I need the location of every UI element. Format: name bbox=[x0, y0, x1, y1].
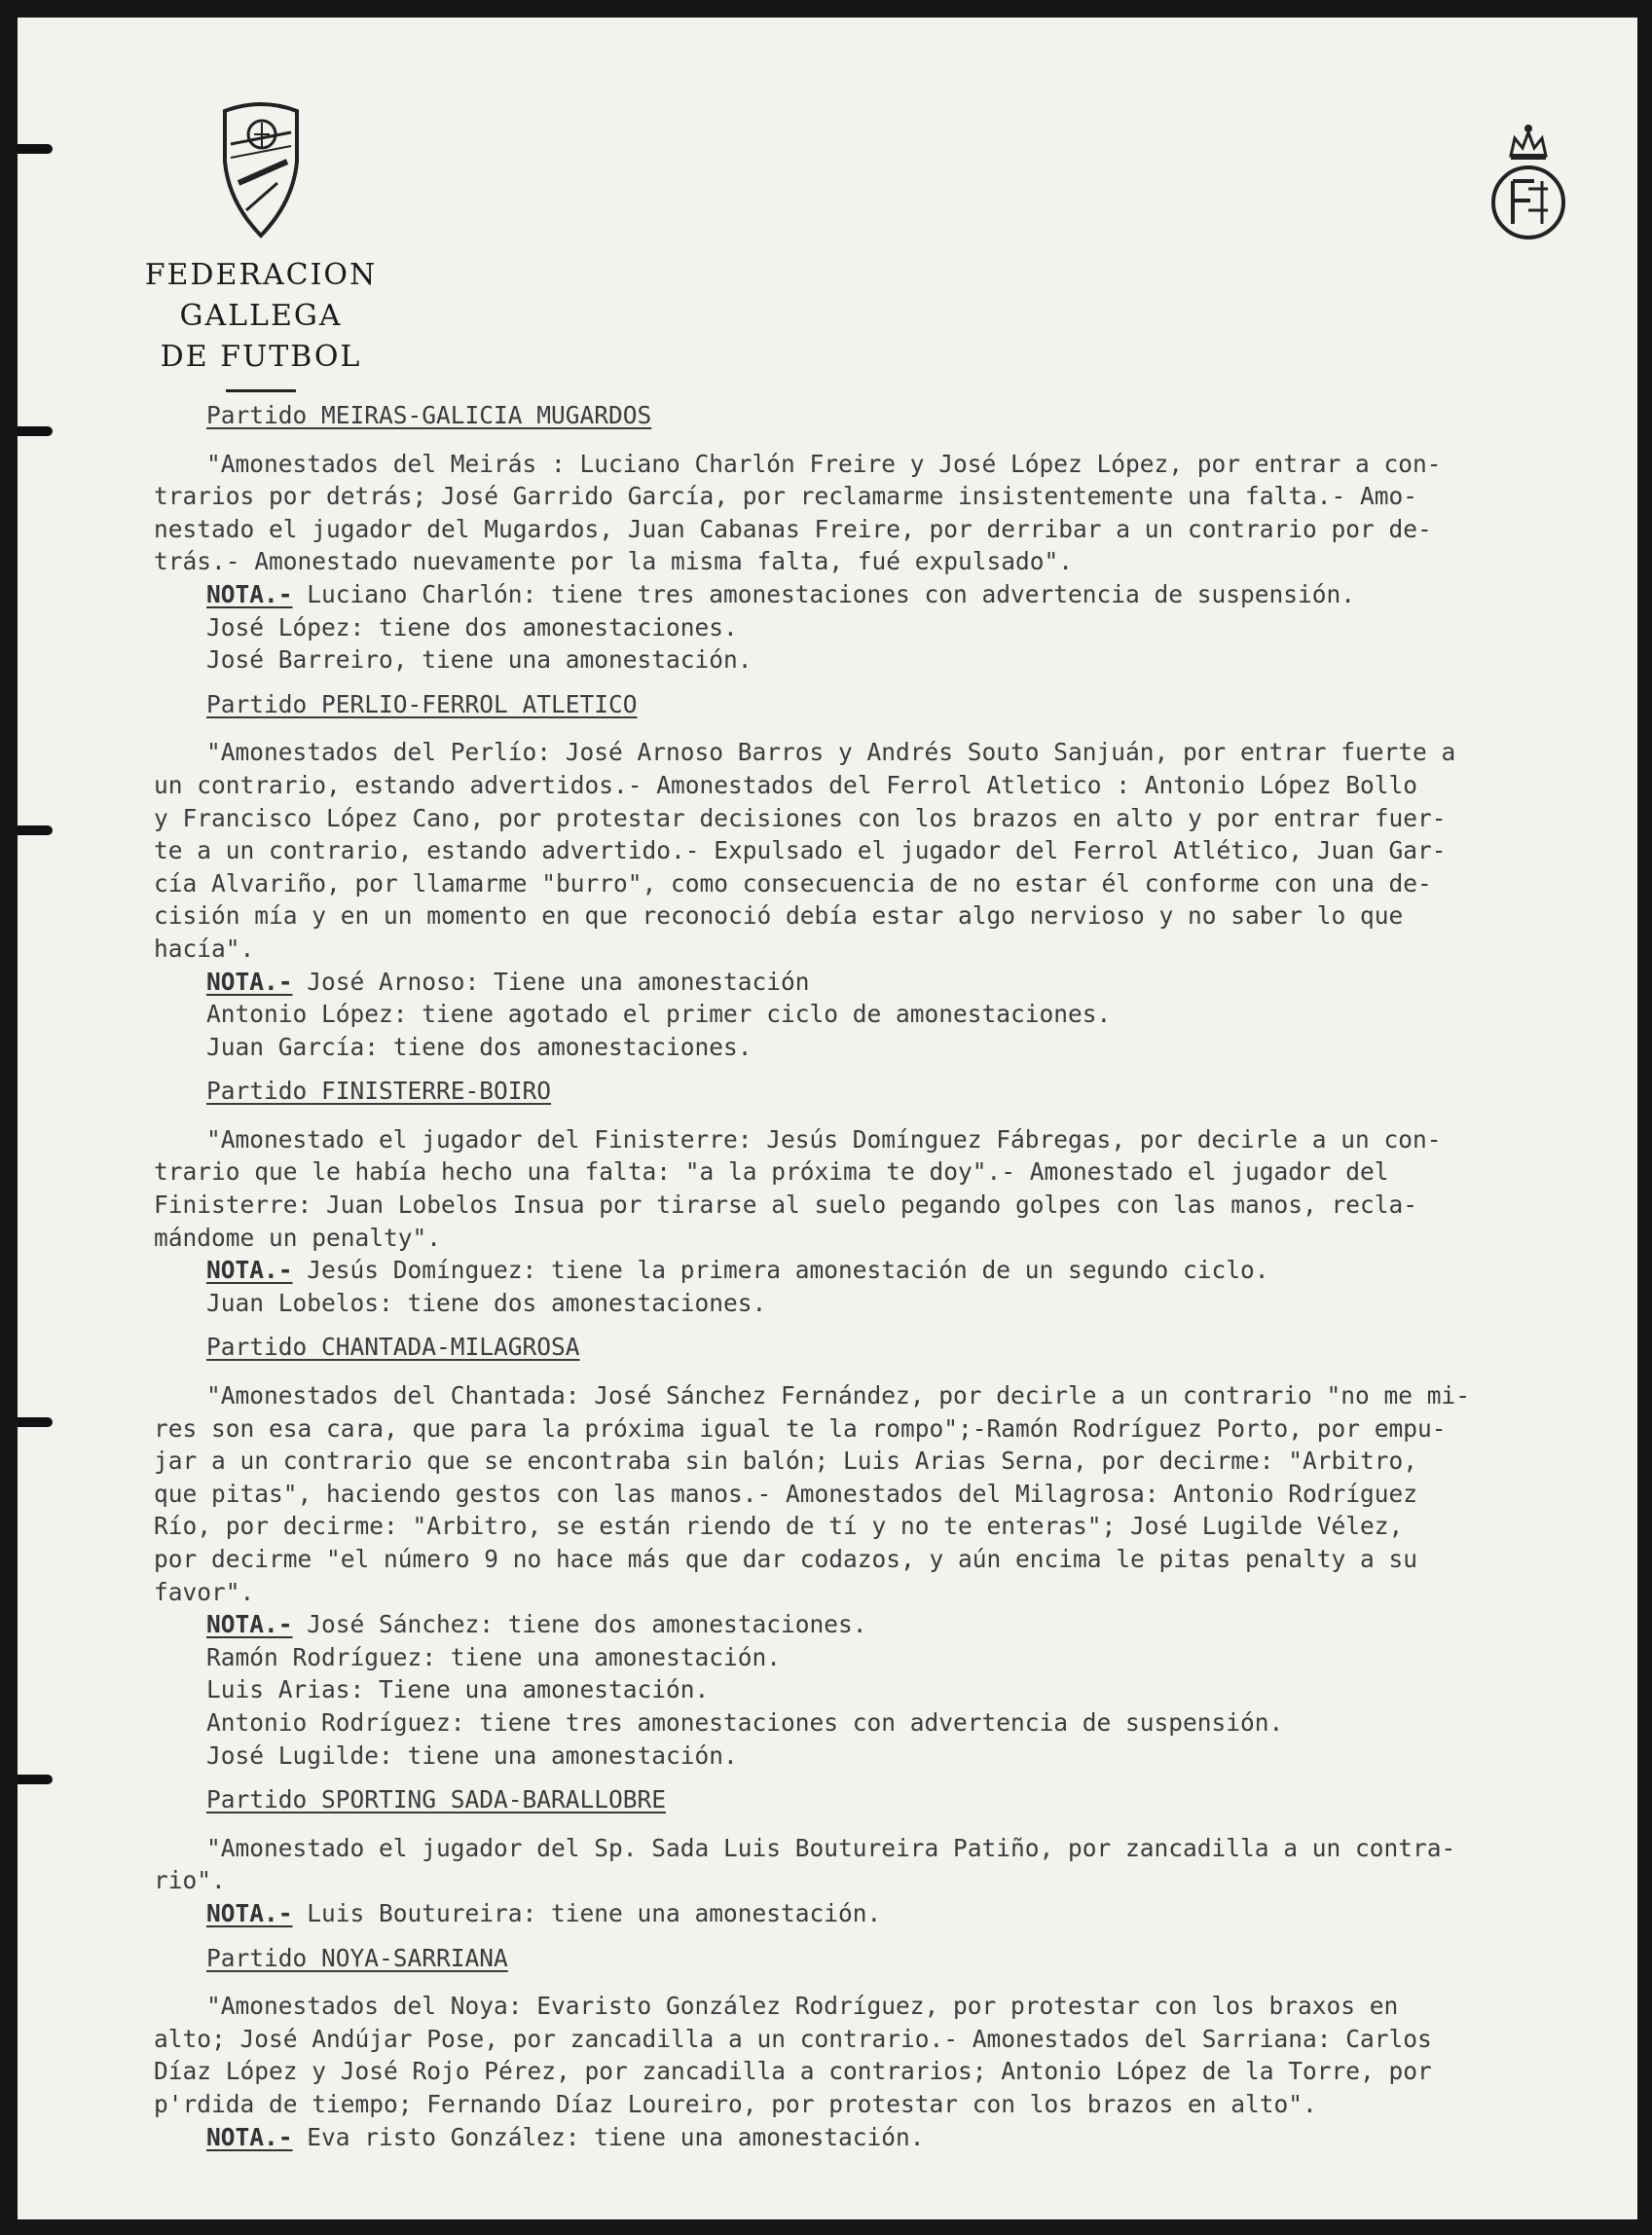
note-line bbox=[206, 1287, 1604, 1320]
note-line bbox=[206, 966, 1604, 999]
binder-hole bbox=[18, 144, 53, 154]
note-line bbox=[206, 1706, 1604, 1740]
report-line: "Amonestados del Noya: Evaristo González Rodríguez, por protestar con los braxos en bbox=[206, 1992, 1399, 2021]
note-line bbox=[206, 1641, 1604, 1674]
report-line: trás.- Amonestado nuevamente por la misma falta, fué expulsado". bbox=[154, 547, 1074, 576]
document-body bbox=[154, 399, 1604, 2165]
binder-hole bbox=[18, 1417, 53, 1427]
binder-hole bbox=[18, 825, 53, 835]
report-line: por decirme "el número 9 no hace más que dar codazos, y aún encima le pitas penalty a su bbox=[154, 1545, 1418, 1573]
federation-shield-icon bbox=[217, 93, 305, 239]
report-line: alto; José Andújar Pose, por zancadilla a un contrario.- Amonestados del Sarriana: Carlos bbox=[154, 2024, 1432, 2053]
note-text: José López: tiene dos amonestaciones. bbox=[206, 612, 738, 641]
match-heading: Partido PERLIO-FERROL ATLETICO bbox=[206, 689, 638, 718]
report-line: y Francisco López Cano, por protestar decisiones con los brazos en alto y por entrar fuer- bbox=[154, 803, 1447, 832]
report-line: jar a un contrario que se encontraba sin balón; Luis Arias Serna, por decirme: "Arbitro, bbox=[154, 1447, 1418, 1476]
report-line: "Amonestados del Meirás : Luciano Charlón Freire y José López López, por entrar a con- bbox=[206, 449, 1442, 478]
org-name-line1: FEDERACION GALLEGA bbox=[144, 258, 378, 333]
report-line: cisión mía y en un momento en que reconoció debía estar algo nervioso y no saber lo que bbox=[154, 901, 1404, 931]
note-line bbox=[206, 1031, 1604, 1064]
note-text: Luis Boutureira: tiene una amonestación. bbox=[307, 1898, 882, 1927]
note-line bbox=[206, 2121, 1604, 2154]
note-line bbox=[206, 998, 1604, 1031]
report-line: favor". bbox=[154, 1577, 255, 1606]
note-text: Juan Lobelos: tiene dos amonestaciones. bbox=[206, 1288, 767, 1317]
report-line: trarios por detrás; José Garrido García, por reclamarme insistentemente una falta.- Amo- bbox=[154, 482, 1418, 511]
note-text: Ramón Rodríguez: tiene una amonestación. bbox=[206, 1642, 782, 1671]
note-label: NOTA.- bbox=[206, 967, 293, 996]
letterhead bbox=[86, 93, 436, 392]
note-line bbox=[206, 1673, 1604, 1706]
match-section bbox=[154, 688, 1604, 1064]
note-label: NOTA.- bbox=[206, 1256, 293, 1285]
note-text: Jesús Domínguez: tiene la primera amonestación de un segundo ciclo. bbox=[307, 1256, 1269, 1285]
note-text: Luciano Charlón: tiene tres amonestaciones con advertencia de suspensión. bbox=[307, 579, 1356, 608]
match-heading: Partido NOYA-SARRIANA bbox=[206, 1943, 508, 1972]
report-line: cía Alvariño, por llamarme "burro", como consecuencia de no estar él conforme con una de- bbox=[154, 868, 1432, 898]
report-line: un contrario, estando advertidos.- Amonestados del Ferrol Atletico : Antonio López Bollo bbox=[154, 770, 1418, 799]
note-line bbox=[206, 578, 1604, 611]
letterhead-rule bbox=[226, 389, 296, 392]
note-text: Antonio Rodríguez: tiene tres amonestaciones con advertencia de suspensión. bbox=[206, 1707, 1284, 1737]
note-line bbox=[206, 1254, 1604, 1287]
note-text: Eva risto González: tiene una amonestación. bbox=[307, 2122, 925, 2151]
report-line: Río, por decirme: "Arbitro, se están riendo de tí y no te enteras"; José Lugilde Vélez, bbox=[154, 1512, 1404, 1541]
report-line: que pitas", haciendo gestos con las manos.- Amonestados del Milagrosa: Antonio Rodríguez bbox=[154, 1479, 1418, 1508]
match-heading: Partido MEIRAS-GALICIA MUGARDOS bbox=[206, 401, 652, 429]
report-line: "Amonestados del Perlío: José Arnoso Barros y Andrés Souto Sanjuán, por entrar fuerte a bbox=[206, 738, 1456, 767]
binder-hole bbox=[18, 426, 53, 436]
note-label: NOTA.- bbox=[206, 579, 293, 608]
note-text: José Sánchez: tiene dos amonestaciones. bbox=[307, 1610, 867, 1639]
report-line: p'rdida de tiempo; Fernando Díaz Loureiro, por protestar con los brazos en alto". bbox=[154, 2089, 1317, 2118]
note-label: NOTA.- bbox=[206, 2122, 293, 2151]
report-line: res son esa cara, que para la próxima igual te la rompo";-Ramón Rodríguez Porto, por empu- bbox=[154, 1413, 1447, 1443]
crowned-rfef-emblem-icon bbox=[1486, 121, 1571, 247]
report-line: nestado el jugador del Mugardos, Juan Cabanas Freire, por derribar a un contrario por de- bbox=[154, 514, 1432, 543]
note-text: Juan García: tiene dos amonestaciones. bbox=[206, 1032, 753, 1061]
match-section bbox=[154, 1783, 1604, 1929]
match-heading: Partido FINISTERRE-BOIRO bbox=[206, 1077, 552, 1106]
note-label: NOTA.- bbox=[206, 1898, 293, 1927]
note-text: Antonio López: tiene agotado el primer ciclo de amonestaciones. bbox=[206, 1000, 1112, 1029]
match-heading: Partido SPORTING SADA-BARALLOBRE bbox=[206, 1785, 667, 1814]
match-section bbox=[154, 399, 1604, 677]
note-line bbox=[206, 643, 1604, 677]
note-text: José Arnoso: Tiene una amonestación bbox=[307, 967, 810, 996]
binder-hole bbox=[18, 1775, 53, 1784]
note-text: José Barreiro, tiene una amonestación. bbox=[206, 645, 753, 675]
report-line: Díaz López y José Rojo Pérez, por zancadilla a contrarios; Antonio López de la Torre, por bbox=[154, 2057, 1432, 2086]
match-section bbox=[154, 1942, 1604, 2154]
report-line: hacía". bbox=[154, 934, 255, 963]
note-line bbox=[206, 1608, 1604, 1641]
match-section bbox=[154, 1075, 1604, 1319]
report-line: "Amonestado el jugador del Sp. Sada Luis Boutureira Patiño, por zancadilla a un contra- bbox=[206, 1833, 1456, 1862]
report-line: "Amonestado el jugador del Finisterre: Jesús Domínguez Fábregas, por decirle a un con- bbox=[206, 1124, 1442, 1154]
note-text: Luis Arias: Tiene una amonestación. bbox=[206, 1675, 710, 1704]
report-line: "Amonestados del Chantada: José Sánchez Fernández, por decirle a un contrario "no me mi- bbox=[206, 1381, 1471, 1411]
report-line: te a un contrario, estando advertido.- Expulsado el jugador del Ferrol Atlético, Juan Gar- bbox=[154, 836, 1447, 865]
report-line: rio". bbox=[154, 1866, 226, 1895]
note-line bbox=[206, 1897, 1604, 1930]
report-line: trario que le había hecho una falta: "a la próxima te doy".- Amonestado el jugador del bbox=[154, 1157, 1389, 1187]
report-line: mándome un penalty". bbox=[154, 1223, 442, 1252]
note-line bbox=[206, 1740, 1604, 1773]
org-name-line2: DE FUTBOL bbox=[160, 340, 362, 374]
document-page bbox=[18, 18, 1637, 2219]
note-text: José Lugilde: tiene una amonestación. bbox=[206, 1740, 738, 1770]
match-heading: Partido CHANTADA-MILAGROSA bbox=[206, 1333, 580, 1362]
note-label: NOTA.- bbox=[206, 1610, 293, 1639]
note-line bbox=[206, 611, 1604, 644]
report-line: Finisterre: Juan Lobelos Insua por tirarse al suelo pegando golpes con las manos, recla- bbox=[154, 1191, 1418, 1220]
match-section bbox=[154, 1331, 1604, 1772]
